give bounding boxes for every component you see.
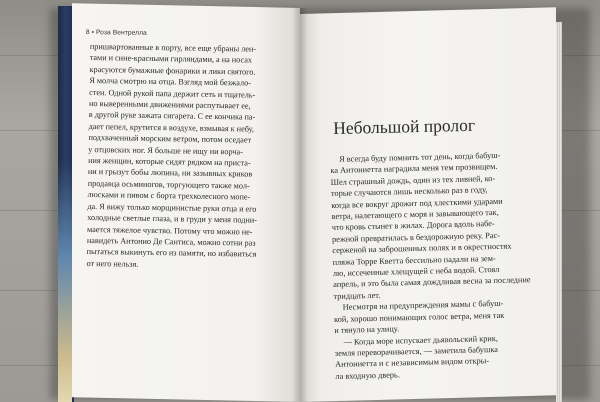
left-page-line: у отцовских ног. Я больше не ищу ни ворча- [88, 144, 243, 157]
left-page-line: пришвартованные в порту, все еще убраны лен- [89, 41, 257, 54]
right-page-line: ка Антониетта наградила меня тем прозвищем. [330, 162, 498, 176]
right-page-line: ла входную дверь. [335, 370, 400, 381]
right-page-line: Несмотря на предупреждения мамы с бабуш- [342, 299, 504, 313]
chapter-title: Небольшой пролог [333, 114, 476, 138]
left-page-line: пытаться выкинуть его из памяти, но избавиться [86, 247, 257, 259]
right-page-text [330, 149, 542, 382]
left-page-text [86, 41, 290, 272]
right-page-line: что кровь стынет в жилах. Дорога вдоль набе- [331, 219, 495, 233]
left-page-line: красуются бумажные фонарики и лики святого. [89, 64, 256, 77]
left-page-line: в другой руке зажата сигарета. С ее кончика па- [88, 110, 256, 123]
book-gutter [292, 8, 308, 402]
right-page-line: ветра, налетающего с моря и завывающего так, [331, 207, 499, 222]
page-stack [556, 22, 562, 402]
right-page-line: лю, иссеченные хлещущей с неба водой. Стоял [332, 264, 500, 279]
running-head: 8 • Роза Вентрелла [85, 29, 147, 37]
left-page-line: но выверенными движениями распутывает ее, [88, 99, 251, 111]
right-page-line: Я всегда буду помнить тот день, когда бабуш- [339, 150, 501, 164]
left-page-line: холодные светлые глаза, и в груди у меня подни- [87, 213, 257, 225]
left-page-line: дает пепел, крутится в воздухе, взмывая к небу, [88, 121, 254, 134]
right-page-line: и тянуло на улицу. [334, 324, 400, 336]
left-page-line: тами и сине-красными гирляндами, а на носах [89, 53, 253, 65]
left-page-line: продавца осьминогов, торгующего также мол- [87, 178, 250, 191]
left-page-line: подхваченный морским ветром, потом оседает [88, 133, 252, 145]
right-page-line: апрель, и это была самая дождливая весна за последние [333, 275, 531, 290]
right-page-line: кой, хорошо понимающих голос ветра, меня так [333, 310, 505, 324]
book-cover-art [58, 160, 72, 402]
right-page-line: пляжа Торре Кветта бессильно падали на зем- [332, 253, 496, 267]
left-page-line: от него нельзя. [86, 258, 139, 269]
right-page-line: тридцать лет. [333, 290, 381, 301]
left-page-line: навидеть Антонио Де Сантиса, можно сотни раз [86, 235, 256, 248]
right-page-line: серженой на заброшенных полях и в окрестностях [332, 241, 512, 256]
right-page-line: режной превратилась в бездорожную реку. Рас- [331, 230, 501, 244]
right-page-line: Шел страшный дождь, один из тех ливней, ко- [330, 173, 496, 187]
left-page-line: люсками и пивом с борта трехколесного мопе- [87, 190, 251, 202]
left-page-line: да. Я вижу только морщинистые руки отца и его [87, 201, 257, 214]
right-page-line: — Когда море испускает дьявольский крик, [343, 333, 498, 347]
left-page-line: ния женщин, которые сидят рядком на приста- [88, 156, 251, 168]
left-page-line: мается тяжелое чувство. Потому что можно не- [86, 224, 253, 237]
right-page-line: земля переворачивается, — заметила бабушка [334, 344, 498, 358]
right-page-line: Антониетта и с независимым видом откры- [335, 356, 490, 370]
right-page-line: когда все вокруг дрожит под хлесткими ударами [331, 196, 503, 210]
left-page-line: Я молча смотрю на отца. Взгляд мой безжало- [89, 76, 252, 88]
left-page-line: стен. Одной рукой папа держит сеть и тщатель- [89, 87, 256, 100]
left-page-line: ни и грызут бобы люпина, ни зазывных криков [87, 167, 253, 180]
right-page-line: торые случаются лишь несколько раз в году, [330, 185, 488, 199]
